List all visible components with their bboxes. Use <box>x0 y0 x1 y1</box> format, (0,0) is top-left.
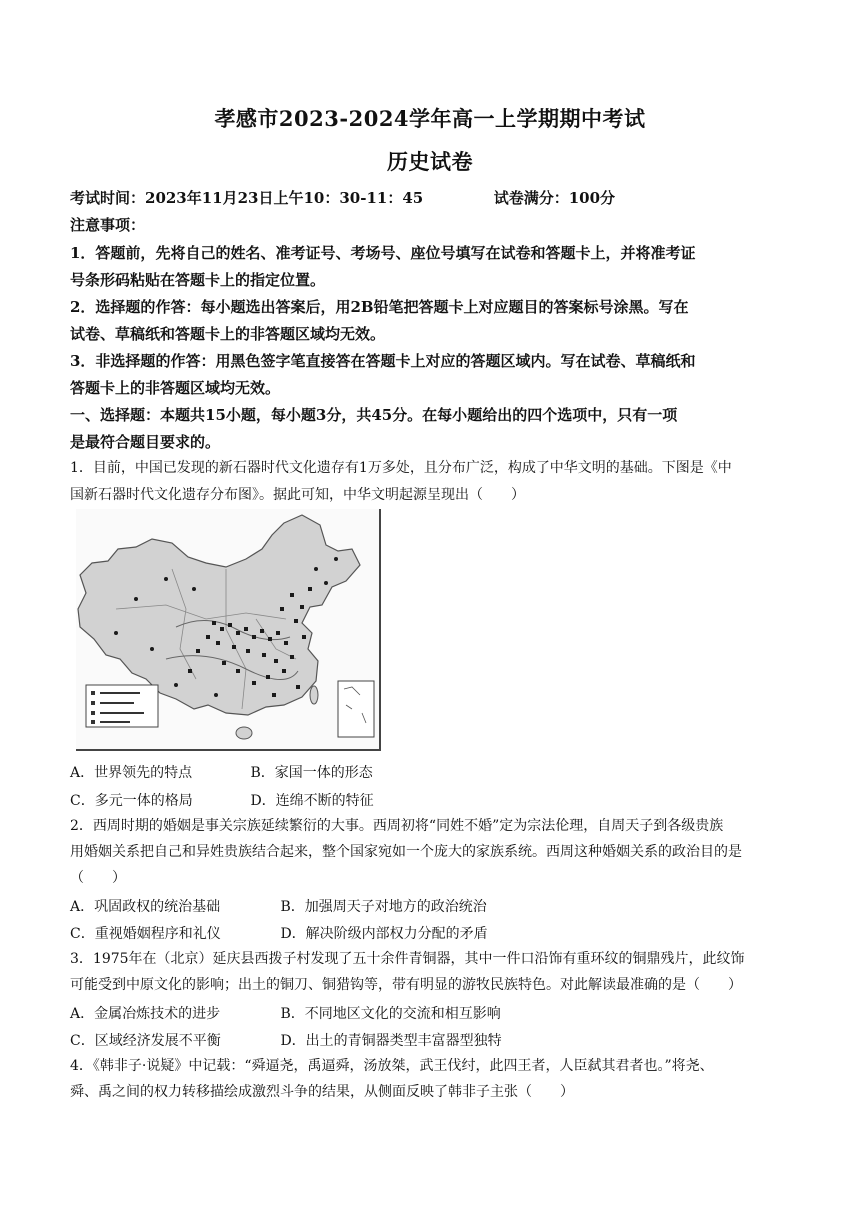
china-map-figure <box>76 509 379 749</box>
q1-option-d[interactable]: D．连绵不断的特征 <box>250 793 374 809</box>
exam-subtitle: 历史试卷 <box>387 149 473 174</box>
notice-1-line-2: 号条形码粘贴在答题卡上的指定位置。 <box>70 271 326 289</box>
q2-options-row-1 <box>70 896 487 916</box>
q2-stem-line-2: 用婚姻关系把自己和异姓贵族结合起来，整个国家宛如一个庞大的家族系统。西周这种婚姻关系的政治目的是 <box>70 844 742 860</box>
notice-2-line-2: 试卷、草稿纸和答题卡上的非答题区域均无效。 <box>70 325 386 343</box>
q4-stem-line-1: 4．《韩非子·说疑》中记载：“舜逼尧，禹逼舜，汤放桀，武王伐纣，此四王者，人臣弑其君者也。”将尧、 <box>70 1058 714 1074</box>
q1-stem-line-1: 1．目前，中国已发现的新石器时代文化遗存有1万多处，且分布广泛，构成了中华文明的基础。下图是《中 <box>70 460 732 476</box>
neolithic-sites-map <box>76 509 381 751</box>
notice-3-line-2: 答题卡上的非答题区域均无效。 <box>70 379 281 397</box>
q2-option-d[interactable]: D．解决阶级内部权力分配的矛盾 <box>280 926 488 942</box>
q1-options-row-1 <box>70 762 373 782</box>
q3-stem-line-1: 3．1975年在（北京）延庆县西拨子村发现了五十余件青铜器，其中一件口沿饰有重环纹的铜鼎残片，此纹饰 <box>70 951 745 967</box>
exam-score: 试卷满分：100分 <box>493 189 616 207</box>
notice-3-line-1: 3．非选择题的作答：用黑色签字笔直接答在答题卡上对应的答题区域内。写在试卷、草稿纸和 <box>70 352 696 370</box>
notice-1-line-1: 1．答题前，先将自己的姓名、准考证号、考场号、座位号填写在试卷和答题卡上，并将准考证 <box>70 244 696 262</box>
q1-option-c[interactable]: C．多元一体的格局 <box>70 793 193 809</box>
notice-heading: 注意事项： <box>70 216 146 234</box>
q1-option-b[interactable]: B．家国一体的形态 <box>250 765 373 781</box>
q3-option-c[interactable]: C．区域经济发展不平衡 <box>70 1033 221 1049</box>
q3-options-row-1 <box>70 1003 501 1023</box>
q1-options-row-2 <box>70 790 374 810</box>
notice-2-line-1: 2．选择题的作答：每小题选出答案后，用2B铅笔把答题卡上对应题目的答案标号涂黑。写在 <box>70 298 689 316</box>
q1-stem-line-2: 国新石器时代文化遗存分布图》。据此可知，中华文明起源呈现出（ ） <box>70 487 525 503</box>
q3-option-b[interactable]: B．不同地区文化的交流和相互影响 <box>280 1006 501 1022</box>
q2-option-a[interactable]: A．巩固政权的统治基础 <box>70 899 221 915</box>
section1-heading-line-2: 是最符合题目要求的。 <box>70 433 221 451</box>
q2-option-b[interactable]: B．加强周天子对地方的政治统治 <box>280 899 487 915</box>
section1-heading-line-1: 一、选择题：本题共15小题，每小题3分，共45分。在每小题给出的四个选项中，只有一项 <box>70 406 678 424</box>
q4-stem-line-2: 舜、禹之间的权力转移描绘成激烈斗争的结果，从侧面反映了韩非子主张（ ） <box>70 1084 574 1100</box>
exam-info-line <box>70 188 792 208</box>
q2-stem-line-3: （ ） <box>70 870 126 886</box>
q3-option-a[interactable]: A．金属冶炼技术的进步 <box>70 1006 221 1022</box>
q1-option-a[interactable]: A．世界领先的特点 <box>70 765 193 781</box>
q3-stem-line-2: 可能受到中原文化的影响；出土的铜刀、铜猎钩等，带有明显的游牧民族特色。对此解读最准确的是（ ） <box>70 977 742 993</box>
q3-option-d[interactable]: D．出土的青铜器类型丰富器型独特 <box>280 1033 502 1049</box>
q2-options-row-2 <box>70 923 488 943</box>
q3-options-row-2 <box>70 1030 502 1050</box>
q2-option-c[interactable]: C．重视婚姻程序和礼仪 <box>70 926 221 942</box>
q2-stem-line-1: 2．西周时期的婚姻是事关宗族延续繁衍的大事。西周初将“同姓不婚”定为宗法伦理，自周天子到各级贵族 <box>70 818 724 834</box>
exam-title: 孝感市2023-2024学年高一上学期期中考试 <box>214 106 646 131</box>
exam-time: 考试时间：2023年11月23日上午10：30-11：45 <box>70 189 424 207</box>
